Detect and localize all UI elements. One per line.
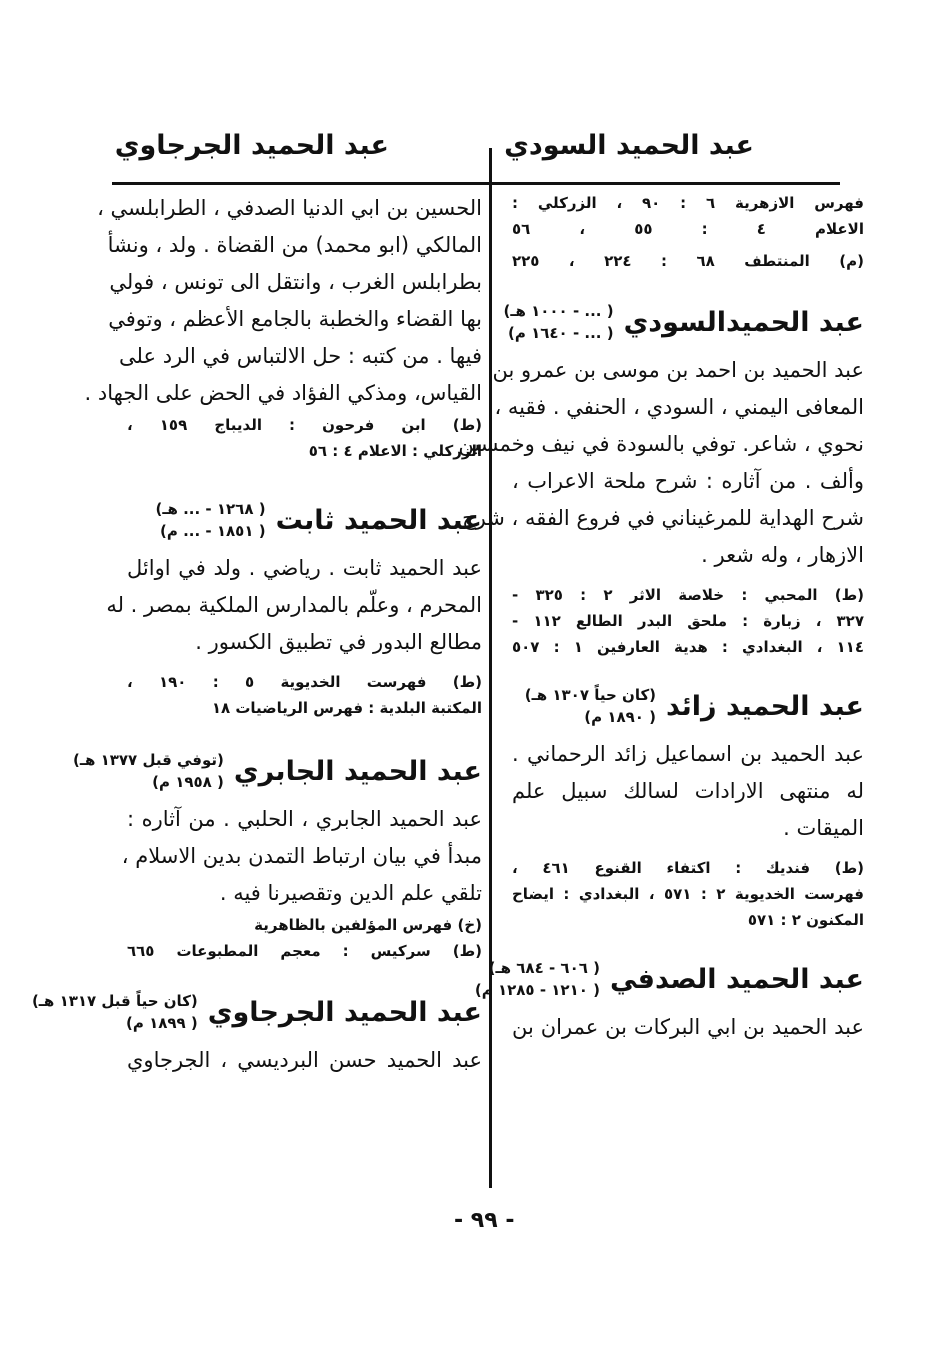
body-line: عبد الحميد بن ابي البركات بن عمران بن [512, 1015, 864, 1039]
date-hijri: ( ١٢٦٨ - ... هـ) [155, 500, 266, 518]
entry-name: عبد الحميد الصدفي [609, 963, 864, 995]
entry-heading-jirjawi [31, 990, 482, 1034]
date-gregorian: ( ١٨٩٠ م) [584, 708, 657, 726]
running-header-right: عبد الحميد السودي [504, 130, 754, 161]
reference-line: (م) المنتطف ٦٨ : ٢٢٤ ، ٢٢٥ [512, 252, 864, 270]
entry-body-sadafi [512, 1009, 864, 1046]
source-line: ٣٢٧ ، زبارة : ملحق البدر الطالع ١١٢ - [512, 612, 864, 630]
entry-name: عبد الحميد الجابري [233, 755, 482, 787]
body-line: المعافى اليمني ، السودي ، الحنفي . فقيه ، [494, 395, 864, 419]
source-line: المكتبة البلدية : فهرس الرياضيات ١٨ [211, 699, 482, 717]
date-gregorian: ( ١٢١٠ - ١٢٨٥ م) [474, 981, 600, 999]
date-gregorian: ( ١٩٥٨ م) [152, 773, 224, 791]
entry-sources-sudi [512, 582, 864, 660]
entry-body-zaid [512, 736, 864, 847]
body-line: مبدأ في بيان ارتباط التمدن بدين الاسلام ، [121, 844, 482, 868]
date-hijri: (توفي قبل ١٣٧٧ هـ) [72, 751, 224, 769]
date-hijri: (كان حياً قبل ١٣١٧ هـ) [31, 992, 198, 1010]
right-column [458, 190, 865, 1190]
body-line: فيها . من كتبه : حل الالتباس في الرد على [119, 344, 482, 368]
entry-sources-thabit [127, 669, 482, 721]
source-line: ١١٤ ، البغدادي : هدية العارفين ١ : ٥٠٧ [512, 638, 864, 656]
entry-heading-zaid [512, 684, 864, 728]
source-line: (ط) ابن فرحون : الديباج ١٥٩ ، [127, 416, 482, 434]
entry-dates [475, 957, 600, 1001]
body-line: المالكي (ابو محمد) من القضاة . ولد ، ونشأ [107, 233, 482, 257]
entry-heading-sudi [503, 300, 864, 344]
entry-heading-jabiri [72, 749, 482, 793]
entry-heading-sadafi [474, 957, 864, 1001]
entry-name: عبد الحميد زائد [666, 690, 864, 722]
date-hijri: ( ٦٠٦ - ٦٨٤ هـ) [488, 959, 600, 977]
continued-entry-body [84, 190, 482, 412]
body-line: شرح الهداية للمرغيناني في فروع الفقه ، شرح [462, 506, 864, 530]
continued-entry-sources [127, 412, 482, 464]
header-rule [112, 182, 840, 185]
entry-body-thabit [106, 550, 482, 661]
entry-name: عبد الحميد الجرجاوي [207, 996, 482, 1028]
body-line: الميقات . [783, 816, 864, 840]
date-gregorian: ( ... - ١٦٤٠ م) [508, 324, 614, 342]
entry-dates [525, 684, 656, 728]
entry-sources-jabiri [127, 912, 482, 964]
running-header-left: عبد الحميد الجرجاوي [114, 130, 389, 161]
body-line: له منتهى الارادات لسالك سبيل علم [512, 779, 864, 803]
source-line: (ط) المحبي : خلاصة الاثر ٢ : ٣٢٥ - [512, 586, 865, 604]
body-line: بها القضاء والخطبة بالجامع الأعظم ، وتوفي [108, 307, 482, 331]
top-references [512, 190, 864, 274]
entry-name: عبد الحميدالسودي [623, 306, 864, 338]
entry-sources-zaid [512, 855, 864, 933]
body-line: وألف . من آثاره : شرح ملحة الاعراب ، [512, 469, 864, 493]
entry-body-sudi [458, 352, 864, 574]
source-line: فهرست الخديوية ٢ : ٥٧١ ، البغدادي : ايضاح [512, 885, 864, 903]
date-gregorian: ( ١٨٩٩ م) [126, 1014, 198, 1032]
source-line: الزركلي : الاعلام ٤ : ٥٦ [308, 442, 482, 460]
body-line: بطرابلس الغرب ، وانتقل الى تونس ، فولي [109, 270, 482, 294]
date-hijri: (كان حياً ١٣٠٧ هـ) [524, 686, 657, 704]
entry-body-jirjawi [127, 1042, 482, 1079]
page-number: - ٩٩ - [454, 1208, 515, 1233]
date-hijri: ( ... - ١٠٠٠ هـ) [503, 302, 614, 320]
body-line: المحرم ، وعلّم بالمدارس الملكية بمصر . له [106, 593, 482, 617]
date-gregorian: ( ١٨٥١ - ... م) [160, 522, 266, 540]
entry-dates [503, 300, 613, 344]
body-line: الازهار ، وله شعر . [701, 543, 864, 567]
entry-body-jabiri [121, 801, 482, 912]
reference-line: فهرس الازهرية ٦ : ٩٠ ، الزركلي : [512, 194, 864, 212]
column-divider [489, 148, 492, 1188]
body-line: عبد الحميد بن اسماعيل زائد الرحماني . [512, 742, 864, 766]
body-line: عبد الحميد حسن البرديسي ، الجرجاوي [127, 1048, 482, 1072]
entry-dates [73, 749, 224, 793]
body-line: عبد الحميد بن احمد بن موسى بن عمرو بن [492, 358, 864, 382]
body-line: مطالع البدور في تطبيق الكسور . [195, 630, 482, 654]
body-line: عبد الحميد الجابري ، الحلبي . من آثاره : [127, 807, 482, 831]
source-line: (ط) فنديك : اكتفاء القنوع ٤٦١ ، [512, 859, 864, 877]
body-line: نحوي ، شاعر. توفي بالسودة في نيف وخمسين [458, 432, 864, 456]
entry-dates [32, 990, 198, 1034]
left-column [31, 190, 482, 1190]
entry-dates [155, 498, 265, 542]
source-line: (خ) فهرس المؤلفين بالظاهرية [254, 916, 482, 934]
source-line: (ط) سركيس : معجم المطبوعات ٦٦٥ [127, 942, 482, 960]
source-line: المكنون ٢ : ٥٧١ [747, 911, 864, 929]
body-line: القياس، ومذكي الفؤاد في الحض على الجهاد . [84, 381, 482, 405]
reference-line: الاعلام ٤ : ٥٥ ، ٥٦ [512, 220, 864, 238]
entry-name: عبد الحميد ثابت [275, 504, 482, 536]
body-line: الحسين بن ابي الدنيا الصدفي ، الطرابلسي ، [97, 196, 482, 220]
body-line: عبد الحميد ثابت . رياضي . ولد في اوائل [127, 556, 482, 580]
source-line: (ط) فهرست الخديوية ٥ : ١٩٠ ، [127, 673, 482, 691]
body-line: تلقي علم الدين وتقصيرنا فيه . [219, 881, 482, 905]
entry-heading-thabit [127, 498, 482, 542]
